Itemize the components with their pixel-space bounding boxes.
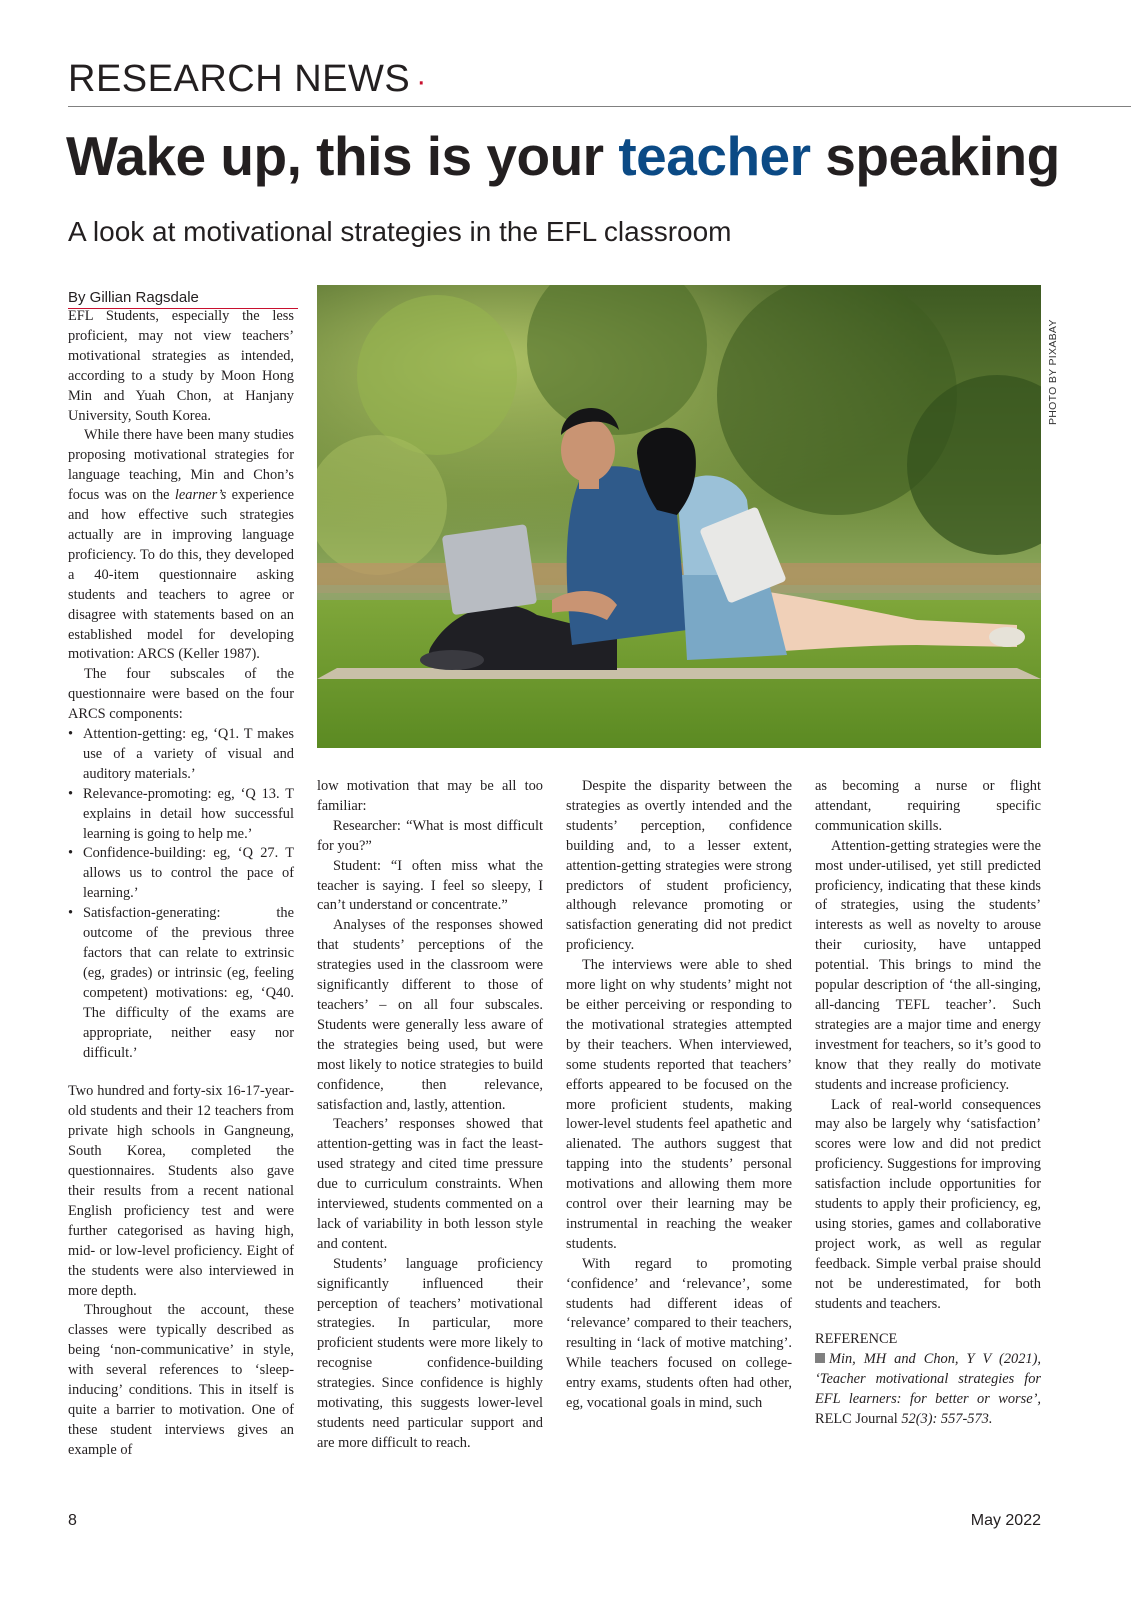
- headline-accent: teacher: [618, 125, 811, 187]
- list-item: • Relevance-promoting: eg, ‘Q 13. T explains in detail how successful learning is going to help me.’: [68, 785, 294, 845]
- arcs-list: [68, 725, 294, 1063]
- section-dot: ·: [416, 65, 427, 98]
- headline-part1: Wake up, this is your: [66, 125, 619, 187]
- list-item: • Attention-getting: eg, ‘Q1. T makes use of a variety of visual and auditory materials.’: [68, 725, 294, 785]
- reference-journal: RELC Journal: [815, 1411, 902, 1428]
- issue-date: May 2022: [970, 1512, 1041, 1529]
- article-column-3: [566, 777, 792, 1414]
- paragraph: low motivation that may be all too familiar:: [317, 778, 543, 814]
- emphasis: learner’s: [174, 487, 227, 504]
- paragraph: Analyses of the responses showed that students’ perceptions of the strategies used in the classroom were significantly different to those of teachers’ – on all four subscales. Students were generally less aware of the strategies being used, but were most likely to notice strategies to build confidence, then relevance, satisfaction and, lastly, attention.: [317, 917, 543, 1113]
- paragraph: Students’ language proficiency significantly influenced their perception of teachers’ motivational strategies. In particular, more proficient students were more likely to recognise confidence-building strategies. Since confidence is highly motivating, this suggests lower-level students need particular support and are more difficult to reach.: [317, 1255, 543, 1451]
- paragraph: Researcher: “What is most difficult for you?”: [317, 817, 543, 854]
- paragraph: Attention-getting strategies were the most under-utilised, yet still predicted proficiency, indicating that these kinds of strategies, using the students’ interests as well as novelty to arouse their curiosity, have untapped potential. This brings to mind the popular description of ‘the all-singing, all-dancing TEFL teacher’. Such strategies are a major time and energy investment for teachers, so it’s good to know that they really do motivate students and increase proficiency.: [815, 837, 1041, 1093]
- paragraph: Student: “I often miss what the teacher is saying. I feel so sleepy, I can’t understand or concentrate.”: [317, 857, 543, 914]
- paragraph: Teachers’ responses showed that attention-getting was in fact the least-used strategy and cited time pressure due to curriculum constraints. When interviewed, students commented on a lack of variability in both lesson style and content.: [317, 1116, 543, 1252]
- text-run: While there have been many studies proposing motivational strategies for language teaching, Min and Chon’s focus was on the: [68, 427, 294, 504]
- headline: [66, 125, 1060, 188]
- reference-marker: [815, 1353, 825, 1363]
- text-run: experience and how effective such strategies actually are in improving language proficiency. To do this, they developed a 40-item questionnaire asking students and teachers to agree or disagree with statements based on an established model for developing motivation: ARCS (Keller 1987).: [68, 487, 294, 663]
- photo-couple-on-grass: [317, 285, 1041, 748]
- paragraph: Lack of real-world consequences may also be largely why ‘satisfaction’ scores were low and did not predict proficiency. Suggestions for improving satisfaction include opportunities for students to apply their proficiency, eg, using stories, games and collaborative project work, as well as regular feedback. Simple verbal praise should not be underestimated, for both students and teachers.: [815, 1096, 1041, 1312]
- paragraph: EFL Students, especially the less proficient, may not view teachers’ motivational strategies as intended, according to a study by Moon Hong Min and Yuah Chon, at Hanjany University, South Korea.: [68, 308, 294, 424]
- section-label: [68, 60, 427, 98]
- byline: By Gillian Ragsdale: [68, 289, 298, 309]
- paragraph: Throughout the account, these classes were typically described as being ‘non-communicative’ in style, with several references to ‘sleep-inducing’ conditions. This in itself is quite a barrier to motivation. One of these student interviews gives an example of: [68, 1302, 294, 1458]
- article-column-4: [815, 777, 1041, 1430]
- paragraph: [68, 426, 294, 665]
- reference-citation: [815, 1350, 1041, 1430]
- article-column-2: [317, 777, 543, 1454]
- list-item: • Confidence-building: eg, ‘Q 27. T allows us to control the pace of learning.’: [68, 844, 294, 904]
- photo-credit: PHOTO BY PIXABAY: [1047, 319, 1059, 425]
- article-photo: [317, 285, 1041, 748]
- paragraph: With regard to promoting ‘confidence’ and ‘relevance’, some students had different ideas of ‘relevance’ compared to their teachers, resulting in ‘lack of motive matching’. While teachers focused on college-entry exams, students often had other, eg, vocational goals in mind, such: [566, 1255, 792, 1412]
- article-column-1: [68, 307, 294, 1461]
- headline-part2: speaking: [810, 125, 1060, 187]
- paragraph: The four subscales of the questionnaire were based on the four ARCS components:: [68, 666, 294, 723]
- reference-volume: 52(3): 557-573.: [901, 1411, 993, 1428]
- paragraph: as becoming a nurse or flight attendant, requiring specific communication skills.: [815, 778, 1041, 834]
- list-item: • Satisfaction-generating: the outcome of the previous three factors that can relate to extrinsic (eg, grades) or intrinsic (eg, feeling competent) motivations: eg, ‘Q40. The difficulty of the exams are appropriate, neither easy nor difficult.’: [68, 904, 294, 1063]
- section-label-text: RESEARCH NEWS: [68, 58, 411, 100]
- reference-title: Min, MH and Chon, Y V (2021), ‘Teacher motivational strategies for EFL learners: for better or worse’,: [815, 1351, 1041, 1408]
- reference-heading: REFERENCE: [815, 1331, 898, 1348]
- paragraph: Despite the disparity between the strategies as overtly intended and the students’ perception, confidence building and, to a lesser extent, attention-getting strategies were strong predictors of student proficiency, although relevance promoting or satisfaction generating did not predict proficiency.: [566, 778, 792, 954]
- paragraph: Two hundred and forty-six 16-17-year-old students and their 12 teachers from private high schools in Gangneung, South Korea, completed the questionnaires. Students also gave their results from a recent national English proficiency test and were further categorised as having high, mid- or low-level proficiency. Eight of the students were also interviewed in more depth.: [68, 1083, 294, 1299]
- header-rule: [68, 106, 1131, 107]
- paragraph: The interviews were able to shed more light on why students’ might not be either perceiving or responding to the motivational strategies attempted by their teachers. When interviewed, some students reported that teachers’ efforts appeared to be focused on the more proficient students, making lower-level students feel apathetic and alienated. The authors suggest that tapping into the students’ personal motivations and allowing them more control over their learning may be instrumental in reaching the weaker students.: [566, 957, 792, 1252]
- standfirst: A look at motivational strategies in the EFL classroom: [68, 216, 732, 247]
- page-number: 8: [68, 1512, 77, 1529]
